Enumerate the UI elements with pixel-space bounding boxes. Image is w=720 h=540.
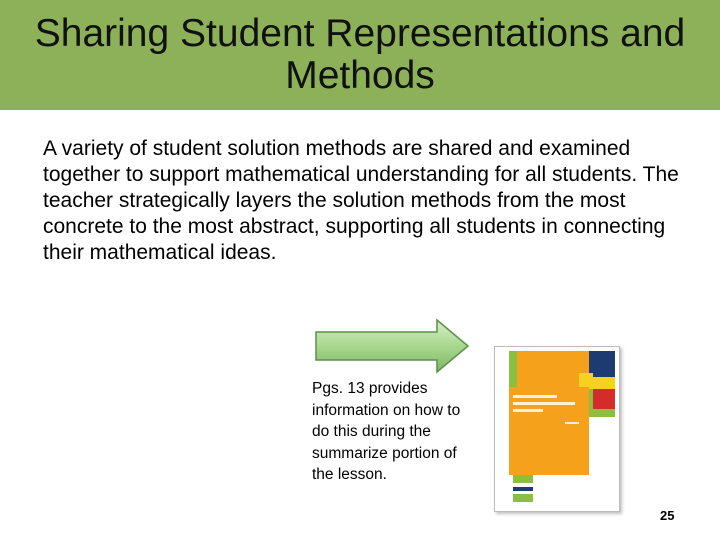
title-bar [0, 0, 720, 110]
body-paragraph: A variety of student solution methods are shared and examined together to support mathematical understanding for all students. The teacher strategically layers the solution methods from the most concrete to the most abstract, supporting all students in connecting their mathematical ideas. [43, 137, 679, 264]
right-arrow-icon [312, 318, 472, 374]
page-reference-note: Pgs. 13 provides information on how to do this during the summarize portion of the lesson. [312, 380, 461, 483]
slide-title: Sharing Student Representations and Methods [34, 12, 686, 97]
page-number: 25 [660, 508, 675, 523]
book-cover-image [494, 346, 620, 512]
